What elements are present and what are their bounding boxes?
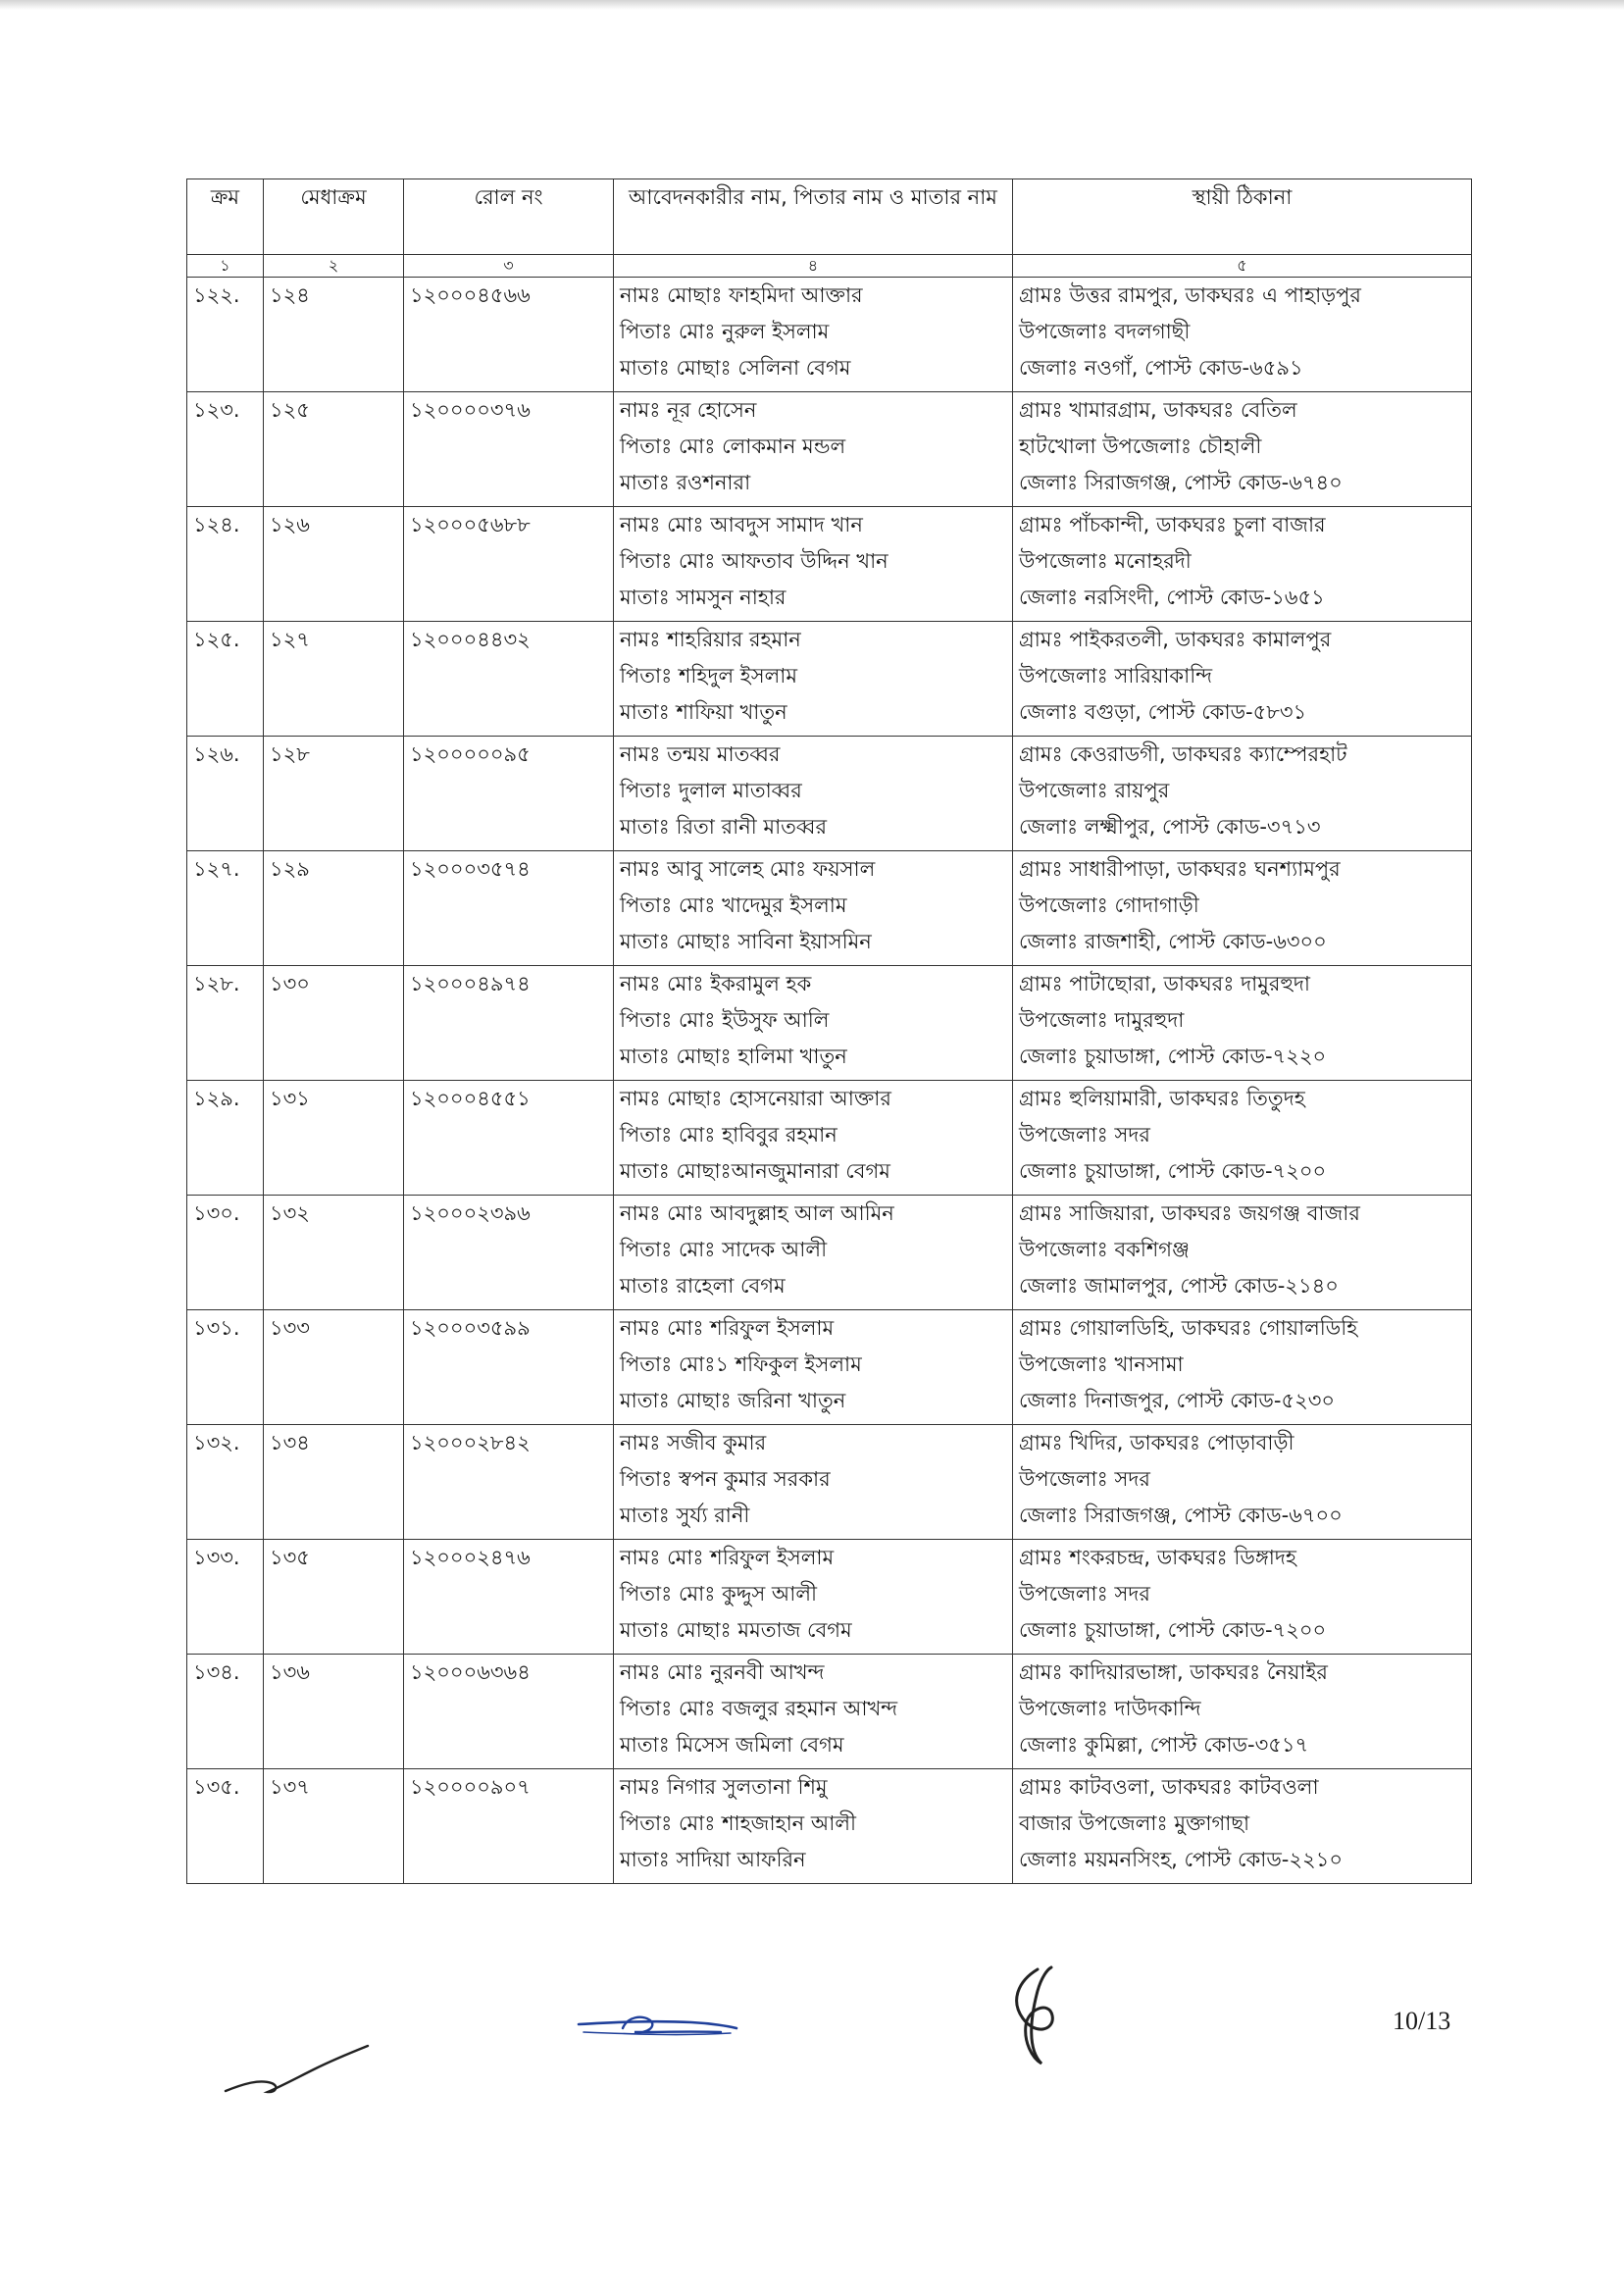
address-cell (1013, 622, 1472, 737)
address-cell (1013, 392, 1472, 507)
address-cell (1013, 1425, 1472, 1540)
address-line-2: উপজেলাঃ বদলগাছী (1019, 320, 1191, 343)
father-name: পিতাঃ মোঃ খাদেমুর ইসলাম (620, 893, 847, 917)
names-cell (614, 851, 1013, 966)
merit-cell: ১২৬ (264, 507, 404, 622)
header-merit: মেধাক্রম (264, 179, 404, 255)
father-name: পিতাঃ মোঃ ইউসুফ আলি (620, 1008, 830, 1032)
address-cell (1013, 1540, 1472, 1655)
serial-cell: ১২২. (187, 278, 264, 392)
applicant-name: নামঃ নূর হোসেন (620, 398, 757, 422)
serial-cell: ১৩২. (187, 1425, 264, 1540)
column-number-row (187, 255, 1472, 278)
address-line-2: উপজেলাঃ রায়পুর (1019, 779, 1170, 802)
address-line-3: জেলাঃ চুয়াডাঙ্গা, পোস্ট কোড-৭২০০ (1019, 1618, 1327, 1642)
address-cell (1013, 966, 1472, 1081)
names-cell (614, 1655, 1013, 1769)
serial-cell: ১৩৪. (187, 1655, 264, 1769)
address-line-3: জেলাঃ কুমিল্লা, পোস্ট কোড-৩৫১৭ (1019, 1733, 1309, 1757)
mother-name: মাতাঃ রিতা রানী মাতব্বর (620, 815, 828, 839)
table-row (187, 737, 1472, 851)
merit-cell: ১৩৩ (264, 1310, 404, 1425)
table-row (187, 851, 1472, 966)
address-line-3: জেলাঃ সিরাজগঞ্জ, পোস্ট কোড-৬৭৪০ (1019, 471, 1343, 494)
address-line-2: হাটখোলা উপজেলাঃ চৌহালী (1019, 434, 1262, 458)
mother-name: মাতাঃ মোছাঃআনজুমানারা বেগম (620, 1159, 890, 1183)
address-cell (1013, 1310, 1472, 1425)
serial-cell: ১২৩. (187, 392, 264, 507)
applicant-name: নামঃ মোঃ শরিফুল ইসলাম (620, 1546, 835, 1569)
mother-name: মাতাঃ মোছাঃ মমতাজ বেগম (620, 1618, 852, 1642)
address-line-1: গ্রামঃ পাইকরতলী, ডাকঘরঃ কামালপুর (1019, 628, 1332, 651)
roll-cell: ১২০০০৪৯৭৪ (404, 966, 614, 1081)
roll-cell: ১২০০০২৪৭৬ (404, 1540, 614, 1655)
table-row (187, 1196, 1472, 1310)
address-line-1: গ্রামঃ কাদিয়ারভাঙ্গা, ডাকঘরঃ নৈয়াইর (1019, 1660, 1328, 1684)
address-cell (1013, 737, 1472, 851)
roll-cell: ১২০০০৫৬৮৮ (404, 507, 614, 622)
address-line-3: জেলাঃ লক্ষ্মীপুর, পোস্ট কোড-৩৭১৩ (1019, 815, 1321, 839)
column-number: ৫ (1013, 255, 1472, 278)
names-cell (614, 1081, 1013, 1196)
table-row (187, 1310, 1472, 1425)
mother-name: মাতাঃ সুর্য্য রানী (620, 1504, 750, 1527)
address-line-3: জেলাঃ রাজশাহী, পোস্ট কোড-৬৩০০ (1019, 930, 1327, 953)
serial-cell: ১৩১. (187, 1310, 264, 1425)
address-line-2: উপজেলাঃ বকশিগঞ্জ (1019, 1238, 1190, 1261)
address-cell (1013, 1655, 1472, 1769)
serial-cell: ১২৭. (187, 851, 264, 966)
merit-cell: ১৩৭ (264, 1769, 404, 1884)
names-cell (614, 622, 1013, 737)
mother-name: মাতাঃ রওশনারা (620, 471, 751, 494)
address-line-2: উপজেলাঃ দাউদকান্দি (1019, 1697, 1201, 1720)
page-number: 10/13 (1393, 2007, 1451, 2035)
merit-cell: ১৩৪ (264, 1425, 404, 1540)
father-name: পিতাঃ মোঃ আফতাব উদ্দিন খান (620, 549, 888, 573)
serial-cell: ১২৬. (187, 737, 264, 851)
roll-cell: ১২০০০০০৯৫ (404, 737, 614, 851)
father-name: পিতাঃ মোঃ বজলুর রহমান আখন্দ (620, 1697, 898, 1720)
table-row (187, 1655, 1472, 1769)
address-line-3: জেলাঃ ময়মনসিংহ, পোস্ট কোড-২২১০ (1019, 1848, 1343, 1871)
signature-2 (574, 2007, 740, 2046)
column-number: ৩ (404, 255, 614, 278)
address-cell (1013, 278, 1472, 392)
table-row (187, 278, 1472, 392)
merit-cell: ১২৮ (264, 737, 404, 851)
roll-cell: ১২০০০২৮৪২ (404, 1425, 614, 1540)
address-line-1: গ্রামঃ শংকরচন্দ্র, ডাকঘরঃ ডিঙ্গাদহ (1019, 1546, 1296, 1569)
address-line-1: গ্রামঃ গোয়ালডিহি, ডাকঘরঃ গোয়ালডিহি (1019, 1316, 1358, 1340)
address-cell (1013, 851, 1472, 966)
father-name: পিতাঃ স্বপন কুমার সরকার (620, 1467, 831, 1491)
merit-cell: ১৩৬ (264, 1655, 404, 1769)
address-line-3: জেলাঃ সিরাজগঞ্জ, পোস্ট কোড-৬৭০০ (1019, 1504, 1343, 1527)
merit-cell: ১২৯ (264, 851, 404, 966)
table-row (187, 1769, 1472, 1884)
serial-cell: ১৩৫. (187, 1769, 264, 1884)
applicant-name: নামঃ মোঃ আবদুস সামাদ খান (620, 513, 863, 536)
address-cell (1013, 507, 1472, 622)
address-line-3: জেলাঃ নওগাঁ, পোস্ট কোড-৬৫৯১ (1019, 356, 1303, 380)
address-line-3: জেলাঃ দিনাজপুর, পোস্ট কোড-৫২৩০ (1019, 1389, 1336, 1412)
roll-cell: ১২০০০৪৫৫১ (404, 1081, 614, 1196)
names-cell (614, 278, 1013, 392)
names-cell (614, 507, 1013, 622)
mother-name: মাতাঃ মিসেস জমিলা বেগম (620, 1733, 844, 1757)
table-row (187, 507, 1472, 622)
address-line-2: উপজেলাঃ খানসামা (1019, 1352, 1184, 1376)
address-line-1: গ্রামঃ খিদির, ডাকঘরঃ পোড়াবাড়ী (1019, 1431, 1294, 1454)
table-row (187, 622, 1472, 737)
roll-cell: ১২০০০২৩৯৬ (404, 1196, 614, 1310)
table-body (187, 278, 1472, 1884)
merit-cell: ১৩০ (264, 966, 404, 1081)
father-name: পিতাঃ মোঃ নুরুল ইসলাম (620, 320, 830, 343)
address-line-3: জেলাঃ বগুড়া, পোস্ট কোড-৫৮৩১ (1019, 700, 1307, 724)
roll-cell: ১২০০০০৩৭৬ (404, 392, 614, 507)
merit-cell: ১২৭ (264, 622, 404, 737)
merit-cell: ১৩১ (264, 1081, 404, 1196)
father-name: পিতাঃ মোঃ সাদেক আলী (620, 1238, 828, 1261)
signature-1 (221, 2040, 378, 2109)
merit-cell: ১৩৫ (264, 1540, 404, 1655)
father-name: পিতাঃ মোঃ কুদ্দুস আলী (620, 1582, 818, 1606)
father-name: পিতাঃ মোঃ১ শফিকুল ইসলাম (620, 1352, 862, 1376)
applicant-name: নামঃ মোঃ নুরনবী আখন্দ (620, 1660, 825, 1684)
address-line-1: গ্রামঃ পাঁচকান্দী, ডাকঘরঃ চুলা বাজার (1019, 513, 1326, 536)
applicant-name: নামঃ মোছাঃ ফাহমিদা আক্তার (620, 283, 863, 307)
address-line-3: জেলাঃ চুয়াডাঙ্গা, পোস্ট কোড-৭২০০ (1019, 1159, 1327, 1183)
serial-cell: ১২৫. (187, 622, 264, 737)
serial-cell: ১৩০. (187, 1196, 264, 1310)
names-cell (614, 392, 1013, 507)
applicant-name: নামঃ মোঃ ইকরামুল হক (620, 972, 812, 995)
address-line-1: গ্রামঃ সাজিয়ারা, ডাকঘরঃ জয়গঞ্জ বাজার (1019, 1201, 1360, 1225)
mother-name: মাতাঃ সামসুন নাহার (620, 586, 787, 609)
names-cell (614, 1310, 1013, 1425)
table-row (187, 1540, 1472, 1655)
header-serial: ক্রম (187, 179, 264, 255)
serial-cell: ১৩৩. (187, 1540, 264, 1655)
mother-name: মাতাঃ শাফিয়া খাতুন (620, 700, 787, 724)
mother-name: মাতাঃ মোছাঃ জরিনা খাতুন (620, 1389, 846, 1412)
merit-cell: ১২৫ (264, 392, 404, 507)
scan-edge (0, 0, 1624, 10)
column-number: ৪ (614, 255, 1013, 278)
applicant-name: নামঃ মোঃ আবদুল্লাহ আল আমিন (620, 1201, 894, 1225)
applicant-name: নামঃ শাহরিয়ার রহমান (620, 628, 801, 651)
address-line-1: গ্রামঃ হুলিয়ামারী, ডাকঘরঃ তিতুদহ (1019, 1087, 1305, 1110)
father-name: পিতাঃ মোঃ হাবিবুর রহমান (620, 1123, 837, 1147)
applicant-name: নামঃ মোছাঃ হোসনেয়ারা আক্তার (620, 1087, 891, 1110)
address-cell (1013, 1081, 1472, 1196)
applicant-name: নামঃ সজীব কুমার (620, 1431, 767, 1454)
merit-cell: ১২৪ (264, 278, 404, 392)
address-cell (1013, 1196, 1472, 1310)
header-address: স্থায়ী ঠিকানা (1013, 179, 1472, 255)
address-cell (1013, 1769, 1472, 1884)
father-name: পিতাঃ মোঃ লোকমান মন্ডল (620, 434, 846, 458)
roll-cell: ১২০০০৬৩৬৪ (404, 1655, 614, 1769)
father-name: পিতাঃ দুলাল মাতাব্বর (620, 779, 802, 802)
applicant-name: নামঃ মোঃ শরিফুল ইসলাম (620, 1316, 835, 1340)
address-line-2: বাজার উপজেলাঃ মুক্তাগাছা (1019, 1811, 1250, 1835)
names-cell (614, 1540, 1013, 1655)
address-line-2: উপজেলাঃ সদর (1019, 1582, 1150, 1606)
names-cell (614, 1196, 1013, 1310)
roll-cell: ১২০০০৩৫৯৯ (404, 1310, 614, 1425)
applicant-name: নামঃ আবু সালেহ মোঃ ফয়সাল (620, 857, 876, 881)
column-number: ১ (187, 255, 264, 278)
table-row (187, 1081, 1472, 1196)
address-line-1: গ্রামঃ পাটাছোরা, ডাকঘরঃ দামুরহুদা (1019, 972, 1310, 995)
applicant-table (186, 178, 1472, 1884)
roll-cell: ১২০০০৪৫৬৬ (404, 278, 614, 392)
signature-3 (998, 1962, 1077, 2069)
header-roll: রোল নং (404, 179, 614, 255)
roll-cell: ১২০০০৩৫৭৪ (404, 851, 614, 966)
applicant-name: নামঃ তন্ময় মাতব্বর (620, 742, 781, 766)
table-row (187, 1425, 1472, 1540)
applicant-name: নামঃ নিগার সুলতানা শিমু (620, 1775, 828, 1799)
address-line-3: জেলাঃ নরসিংদী, পোস্ট কোড-১৬৫১ (1019, 586, 1325, 609)
names-cell (614, 1769, 1013, 1884)
names-cell (614, 1425, 1013, 1540)
address-line-2: উপজেলাঃ গোদাগাড়ী (1019, 893, 1199, 917)
roll-cell: ১২০০০০৯০৭ (404, 1769, 614, 1884)
serial-cell: ১২৪. (187, 507, 264, 622)
father-name: পিতাঃ মোঃ শাহজাহান আলী (620, 1811, 857, 1835)
serial-cell: ১২৮. (187, 966, 264, 1081)
address-line-1: গ্রামঃ কাটবওলা, ডাকঘরঃ কাটবওলা (1019, 1775, 1319, 1799)
father-name: পিতাঃ শহিদুল ইসলাম (620, 664, 797, 688)
address-line-2: উপজেলাঃ সদর (1019, 1467, 1150, 1491)
address-line-2: উপজেলাঃ সারিয়াকান্দি (1019, 664, 1213, 688)
header-names: আবেদনকারীর নাম, পিতার নাম ও মাতার নাম (614, 179, 1013, 255)
names-cell (614, 966, 1013, 1081)
mother-name: মাতাঃ সাদিয়া আফরিন (620, 1848, 806, 1871)
address-line-3: জেলাঃ চুয়াডাঙ্গা, পোস্ট কোড-৭২২০ (1019, 1045, 1327, 1068)
address-line-1: গ্রামঃ খামারগ্রাম, ডাকঘরঃ বেতিল (1019, 398, 1297, 422)
column-number: ২ (264, 255, 404, 278)
table-row (187, 392, 1472, 507)
roll-cell: ১২০০০৪৪৩২ (404, 622, 614, 737)
names-cell (614, 737, 1013, 851)
mother-name: মাতাঃ মোছাঃ সাবিনা ইয়াসমিন (620, 930, 872, 953)
address-line-1: গ্রামঃ উত্তর রামপুর, ডাকঘরঃ এ পাহাড়পুর (1019, 283, 1361, 307)
merit-cell: ১৩২ (264, 1196, 404, 1310)
mother-name: মাতাঃ মোছাঃ হালিমা খাতুন (620, 1045, 847, 1068)
address-line-2: উপজেলাঃ মনোহরদী (1019, 549, 1192, 573)
address-line-2: উপজেলাঃ দামুরহুদা (1019, 1008, 1185, 1032)
address-line-1: গ্রামঃ কেওরাডগী, ডাকঘরঃ ক্যাম্পেরহাট (1019, 742, 1347, 766)
mother-name: মাতাঃ মোছাঃ সেলিনা বেগম (620, 356, 851, 380)
serial-cell: ১২৯. (187, 1081, 264, 1196)
mother-name: মাতাঃ রাহেলা বেগম (620, 1274, 786, 1298)
table-header-row (187, 179, 1472, 255)
address-line-1: গ্রামঃ সাধারীপাড়া, ডাকঘরঃ ঘনশ্যামপুর (1019, 857, 1341, 881)
address-line-3: জেলাঃ জামালপুর, পোস্ট কোড-২১৪০ (1019, 1274, 1339, 1298)
address-line-2: উপজেলাঃ সদর (1019, 1123, 1150, 1147)
table-row (187, 966, 1472, 1081)
